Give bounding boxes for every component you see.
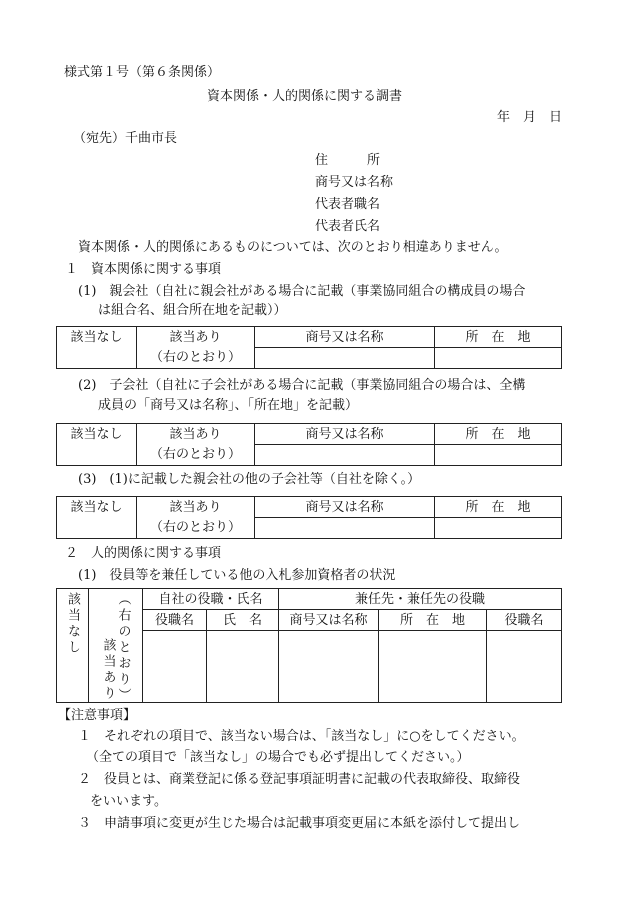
date-field: 年 月 日	[497, 110, 563, 125]
section2-item1: (1) 役員等を兼任している他の入札参加資格者の状況	[78, 568, 396, 583]
company-name-input[interactable]	[279, 631, 379, 703]
note3-line1: ３ 申請事項に変更が生じた場合は記載事項変更届に本紙を添付して提出し	[78, 816, 521, 831]
company-name-input[interactable]	[255, 445, 435, 466]
location-header: 所 在 地	[435, 327, 562, 348]
section1-item2-line2: 成員の「商号又は名称」、「所在地」を記載）	[98, 398, 359, 413]
location-input[interactable]	[379, 631, 487, 703]
declaration: 資本関係・人的関係にあるものについては、次のとおり相違ありません。	[78, 240, 508, 255]
applicable-cell[interactable]: 該当あり	[137, 424, 255, 445]
position-input[interactable]	[143, 631, 207, 703]
section1-item1-line2: は組合名、組合所在地を記載））	[98, 303, 287, 318]
name-input[interactable]	[207, 631, 279, 703]
applicable-label: 該当あり	[100, 638, 116, 702]
note1-line1: １ それぞれの項目で、該当ない場合は、「該当なし」に○をしてください。	[78, 729, 525, 744]
location-input[interactable]	[435, 348, 562, 369]
concurrent-group-header: 兼任先・兼任先の役職	[279, 589, 562, 610]
rep-name-label: 代表者氏名	[315, 219, 381, 234]
section1-item2-line1: (2) 子会社（自社に子会社がある場合に記載（事業協同組合の場合は、全構	[78, 378, 526, 393]
company-name-header: 商号又は名称	[255, 424, 435, 445]
none-label: 該当なし	[65, 592, 80, 656]
own-position-group-header: 自社の役職・氏名	[143, 589, 279, 610]
as-right-label: （右のとおり）	[137, 445, 255, 466]
section1-item3: (3) (1)に記載した親会社の他の子会社等（自社を除く。）	[78, 472, 421, 487]
position-header-2: 役職名	[487, 610, 562, 631]
other-subsidiaries-table	[56, 496, 562, 539]
position-header: 役職名	[143, 610, 207, 631]
none-cell[interactable]	[57, 589, 89, 703]
rep-title-label: 代表者職名	[315, 197, 381, 212]
position-input-2[interactable]	[487, 631, 562, 703]
company-name-header: 商号又は名称	[255, 497, 435, 518]
none-cell[interactable]: 該当なし	[57, 424, 137, 466]
applicable-cell[interactable]	[89, 589, 143, 703]
address-label: 住 所	[315, 153, 381, 168]
none-cell[interactable]: 該当なし	[57, 497, 137, 539]
location-header: 所 在 地	[435, 497, 562, 518]
none-cell[interactable]: 該当なし	[57, 327, 137, 369]
company-name-label: 商号又は名称	[315, 175, 394, 190]
as-right-label: （右のとおり）	[137, 348, 255, 369]
note2-line1: ２ 役員とは、商業登記に係る登記事項証明書に記載の代表取締役、取締役	[78, 772, 521, 787]
section1-heading: １ 資本関係に関する事項	[65, 262, 222, 277]
section2-heading: ２ 人的関係に関する事項	[65, 546, 222, 561]
company-name-input[interactable]	[255, 518, 435, 539]
addressee: （宛先）千曲市長	[73, 131, 178, 146]
as-right-label: （右のとおり）	[137, 518, 255, 539]
location-input[interactable]	[435, 518, 562, 539]
as-right-label: （右のとおり）	[115, 592, 131, 704]
note1-line2: （全ての項目で「該当なし」の場合でも必ず提出してください。）	[86, 750, 470, 765]
company-name-input[interactable]	[255, 348, 435, 369]
section1-item1-line1: (1) 親会社（自社に親会社がある場合に記載（事業協同組合の構成員の場合	[78, 284, 526, 299]
location-header: 所 在 地	[435, 424, 562, 445]
form-number: 様式第１号（第６条関係）	[64, 65, 221, 80]
applicable-cell[interactable]: 該当あり	[137, 497, 255, 518]
parent-company-table	[56, 326, 562, 369]
notes-heading: 【注意事項】	[58, 708, 137, 723]
location-input[interactable]	[435, 445, 562, 466]
concurrent-officers-table	[56, 588, 562, 703]
company-name-header: 商号又は名称	[279, 610, 379, 631]
company-name-header: 商号又は名称	[255, 327, 435, 348]
applicable-cell[interactable]: 該当あり	[137, 327, 255, 348]
subsidiary-table	[56, 423, 562, 466]
document-title: 資本関係・人的関係に関する調書	[207, 89, 403, 104]
location-header: 所 在 地	[379, 610, 487, 631]
name-header: 氏 名	[207, 610, 279, 631]
note2-line2: をいいます。	[90, 794, 167, 809]
